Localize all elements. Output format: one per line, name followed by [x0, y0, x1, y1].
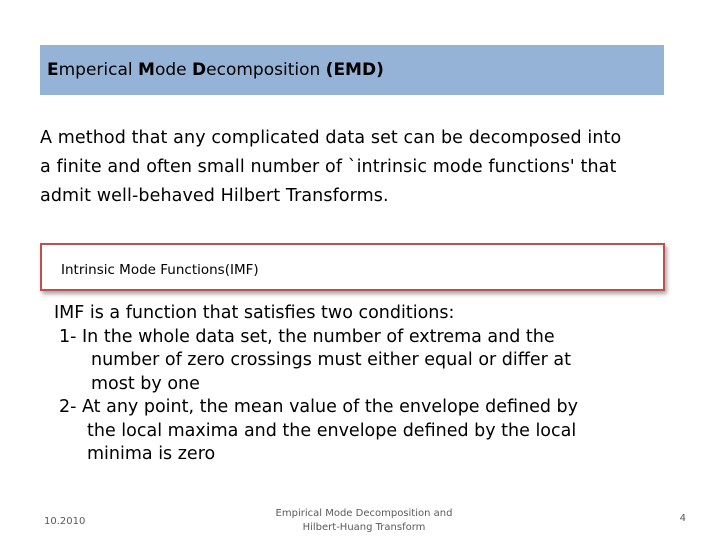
- footer-title: [264, 507, 464, 535]
- footer-title-line: Hilbert-Huang Transform: [302, 522, 426, 533]
- conditions-lead: IMF is a function that satisfies two conditions:: [54, 303, 455, 323]
- slide-title: [47, 59, 384, 81]
- title-initial-m: M: [138, 60, 155, 80]
- intro-line: a finite and often small number of `intrinsic mode functions' that: [40, 157, 617, 177]
- condition-2-line: minima is zero: [87, 444, 216, 464]
- footer-date: 10.2010: [44, 516, 86, 527]
- title-word-emperical: mperical: [58, 60, 139, 80]
- condition-1-line: number of zero crossings must either equal or differ at: [91, 350, 571, 370]
- condition-2-line: 2- At any point, the mean value of the envelope defined by: [59, 397, 579, 417]
- imf-conditions: [54, 302, 674, 467]
- imf-heading-box: [40, 243, 665, 291]
- title-word-mode: ode: [154, 60, 193, 80]
- condition-2-line: the local maxima and the envelope defined by the local: [87, 420, 577, 441]
- title-initial-d: D: [192, 60, 207, 80]
- page-number: 4: [679, 513, 686, 524]
- title-initial-e: E: [47, 60, 59, 80]
- intro-paragraph: [40, 124, 700, 211]
- footer-title-line: Empirical Mode Decomposition and: [275, 508, 453, 519]
- imf-heading-label: Intrinsic Mode Functions(IMF): [61, 262, 259, 278]
- condition-1-line: 1- In the whole data set, the number of extrema and the: [59, 326, 555, 347]
- title-bar: [40, 45, 664, 95]
- title-abbreviation: (EMD): [325, 60, 384, 80]
- title-word-decomposition: ecomposition: [206, 60, 326, 80]
- intro-line: admit well-behaved Hilbert Transforms.: [40, 186, 389, 206]
- intro-line: A method that any complicated data set can be decomposed into: [40, 128, 622, 148]
- condition-1-line: most by one: [91, 373, 200, 394]
